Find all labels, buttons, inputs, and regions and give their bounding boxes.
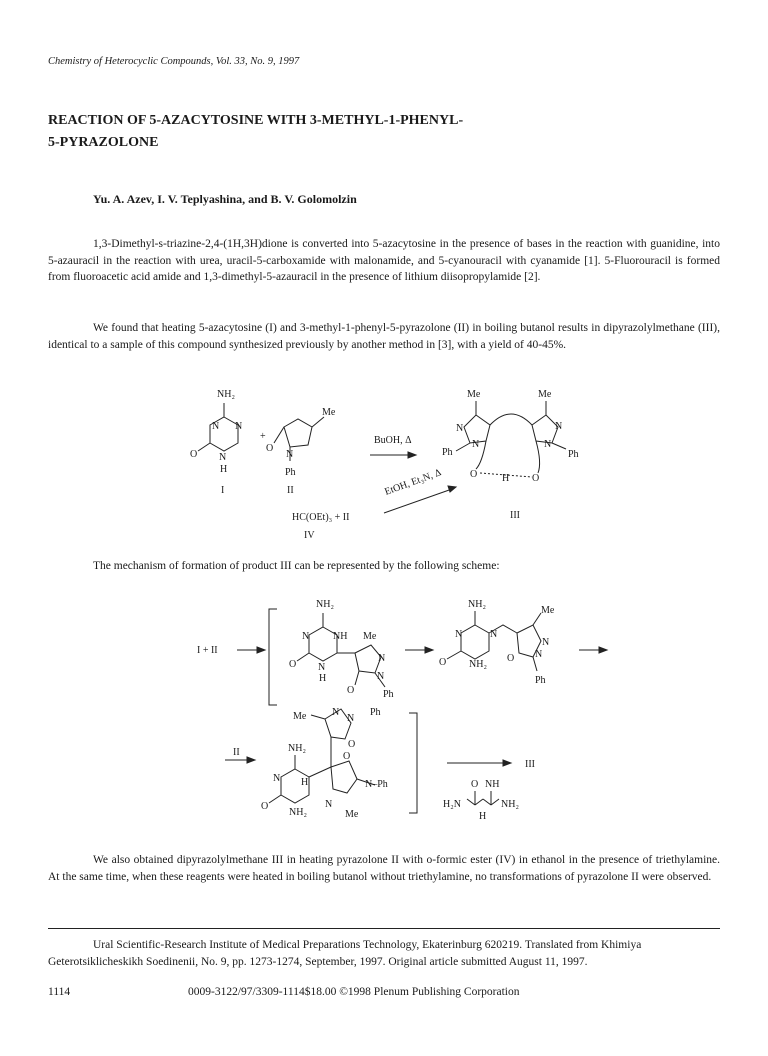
o-label: O [261,801,269,812]
n-label: N [302,631,310,642]
o-label: O [343,751,351,762]
ring-intermediate-2 [461,625,489,659]
start-label: I + II [197,645,218,656]
nh2-label: NH₂ [469,659,487,670]
article-title [48,110,688,154]
h-label: H [319,673,327,684]
n-label: N [544,439,552,450]
methyl-label: Me [538,389,552,400]
o-label: O [348,739,356,750]
pyrazolone-ring-II [284,419,312,447]
orthoester-label: HC(OEt)₃ + II [292,512,350,523]
reaction-scheme-2 [185,595,625,827]
affiliation-footnote: Ural Scientific-Research Institute of Medical Preparations Technology, Ekaterinburg 620219. Translated from Khimiya Geterotsiklicheskikh Soedinenii, No. 9, pp. 1273-1274, September, 1997. Original article submitted August 11, 1997. [48,939,642,968]
title-line-1: REACTION OF 5-AZACYTOSINE WITH 3-METHYL-1-PHENYL- [48,113,464,128]
phenyl-label: Ph [535,675,546,686]
h-label: H [479,811,487,822]
plus-sign: + [260,431,266,442]
nh2-label: NH₂ [217,389,235,400]
paragraph-3-text: We also obtained dipyrazolylmethane III in heating pyrazolone II with o-formic ester (IV) in ethanol in the presence of triethylamine. At the same time, when these reagents were heated in boiling butanol without triethylamine, no transformations of pyrazolone II were observed. [48,854,720,883]
n-label: N [212,421,220,432]
journal-header: Chemistry of Heterocyclic Compounds, Vol. 33, No. 9, 1997 [48,56,300,67]
o-label: O [532,473,540,484]
methyl-label: Me [363,631,377,642]
condition-etoh: EtOH, Et₃N, Δ [383,467,443,498]
paragraph-2-text: We found that heating 5-azacytosine (I) and 3-methyl-1-phenyl-5-pyrazolone (II) in boiling butanol results in dipyrazolylmethane (III), identical to a sample of this compound synthesized previously by another method in [3], with a yield of 40-45%. [48,322,720,351]
paragraph-3 [48,852,720,885]
pyrazolone-ring-4 [331,761,357,793]
paragraph-2 [48,320,720,353]
n-label: N [542,637,550,648]
o-label: O [190,449,198,460]
o-label: O [439,657,447,668]
methyl-label: Me [541,605,555,616]
nh2-label: NH₂ [288,743,306,754]
urea-o-label: O [471,779,479,790]
arrow-label: II [233,747,240,758]
n-label: N [235,421,243,432]
nh2-label: NH₂ [316,599,334,610]
o-label: O [507,653,515,664]
compound-I-label: I [221,485,225,496]
compound-II-label: II [287,485,294,496]
phenyl-label: Ph [383,689,394,700]
methyl-label: Me [322,407,336,418]
n-label: N [535,649,543,660]
o-label: O [470,469,478,480]
paragraph-1-text: 1,3-Dimethyl-s-triazine-2,4-(1H,3H)dione is converted into 5-azacytosine in the presence of bases in the reaction with guanidine, into 5-azauracil in the reaction with urea, uracil-5-carboxamide with malonamide, and 5-cyanouracil with cyanamide [1]. 5-Fluorouracil is formed from fluoroacetic acid amide and 1,3-dimethyl-5-azauracil in the presence of lithium diisopropylamide [2]. [48,238,720,283]
n-label: N [377,671,385,682]
o-label: O [347,685,355,696]
n-label: N [490,629,498,640]
n-label: N [347,713,355,724]
methyl-label: Me [293,711,307,722]
methyl-label: Me [345,809,359,820]
authors: Yu. A. Azev, I. V. Teplyashina, and B. V. Golomolzin [93,192,357,206]
methyl-label: Me [467,389,481,400]
reaction-scheme-1 [180,385,620,550]
n-label: N [378,653,386,664]
footnote-divider [48,928,720,929]
scheme-caption: The mechanism of formation of product III can be represented by the following scheme: [93,560,500,572]
nh2-label: NH₂ [501,799,519,810]
n-label: N [318,662,326,673]
copyright-line: 0009-3122/97/3309-1114$18.00 ©1998 Plenum Publishing Corporation [188,986,520,998]
n-label: N [332,707,340,718]
h-label: H [220,464,228,475]
n-label: N [325,799,333,810]
phenyl-label: Ph [568,449,579,460]
condition-buoh: BuOH, Δ [374,435,412,446]
compound-IV-label: IV [304,530,315,541]
title-line-2: 5-PYRAZOLONE [48,135,159,150]
urea-nh-label: NH [485,779,500,790]
nh2-label: NH₂ [468,599,486,610]
nh2-label: NH₂ [289,807,307,818]
o-label: O [266,443,274,454]
paragraph-1 [48,236,720,286]
page-number: 1114 [48,986,71,998]
h2n-label: H₂N [443,799,461,810]
o-label: O [289,659,297,670]
h-label: H [502,473,510,484]
h-label: H [301,777,309,788]
phenyl-label: Ph [285,467,296,478]
n-phenyl-label: N–Ph [365,779,388,790]
nh-label: NH [333,631,348,642]
n-label: N [219,452,227,463]
n-label: N [286,449,294,460]
phenyl-label: Ph [370,707,381,718]
n-label: N [273,773,281,784]
n-label: N [455,629,463,640]
n-label: N [456,423,464,434]
phenyl-label: Ph [442,447,453,458]
product-III-label: III [525,759,535,770]
n-label: N [555,421,563,432]
n-label: N [472,439,480,450]
compound-III-label: III [510,510,520,521]
